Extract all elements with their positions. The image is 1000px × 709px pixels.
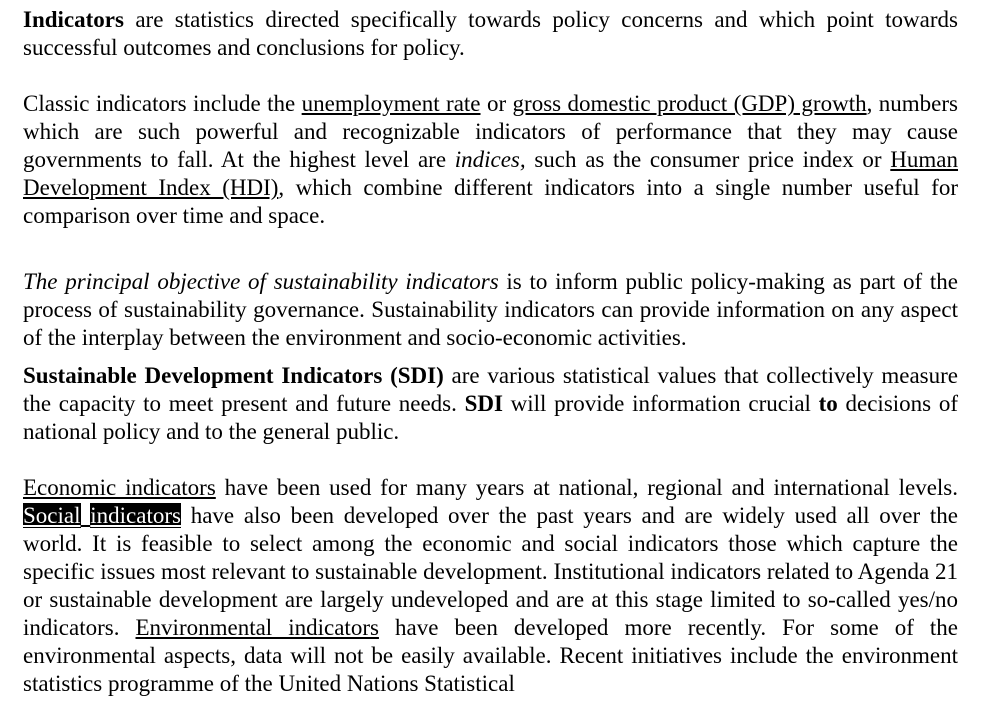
- link-gdp-growth[interactable]: gross domestic product (GDP) growth: [512, 91, 867, 116]
- term-indices: indices,: [454, 147, 526, 172]
- paragraph-sdi: [23, 362, 958, 446]
- paragraph-indicators-definition: [23, 6, 958, 62]
- paragraph-text: will provide information crucial: [502, 391, 819, 416]
- paragraph-economic-indicators: [23, 474, 958, 698]
- paragraph-text: are various statistical values that collectively measure the capacity to meet present and future needs.: [23, 363, 958, 416]
- paragraph-text: such as the consumer price index or: [525, 147, 891, 172]
- paragraph-text: have been developed more recently. For some of the environmental aspects, data will not be easily available. Recent initiatives include the environment statistics programme of the United Nations Statistical: [23, 615, 959, 696]
- paragraph-text: Classic indicators include the: [23, 91, 302, 116]
- paragraph-text: , which combine different indicators into a single number useful for comparison over time and space.: [23, 175, 958, 228]
- link-hdi[interactable]: Human Development Index (HDI): [23, 147, 959, 200]
- term-to: to: [818, 391, 838, 416]
- link-environmental-indicators[interactable]: Environmental indicators: [135, 615, 379, 640]
- paragraph-principal-objective: [23, 268, 958, 352]
- paragraph-text: is to inform public policy-making as part of the process of sustainability governance. Sustainability indicators can provide information on any aspect of the interplay between the environment and socio-economic activities.: [23, 269, 958, 350]
- paragraph-text: have also been developed over the past years and are widely used all over the world. It is feasible to select among the economic and social indicators those which capture the specific issues most relevant to sustainable development. Institutional indicators related to Agenda 21 or sustainable development are largely undeveloped and are at this stage limited to so-called yes/no indicators.: [23, 503, 958, 640]
- term-indicators: Indicators: [23, 7, 124, 32]
- selected-word-indicators[interactable]: indicators: [90, 503, 181, 528]
- term-sdi-full: Sustainable Development Indicators (SDI): [23, 363, 444, 388]
- paragraph-text: , numbers which are such powerful and recognizable indicators of performance that they may cause governments to fall. At the highest level are: [23, 91, 958, 172]
- link-economic-indicators[interactable]: Economic indicators: [23, 475, 216, 500]
- paragraph-text: decisions of national policy and to the general public.: [23, 391, 958, 444]
- selected-space: [81, 503, 91, 528]
- term-sdi: SDI: [464, 391, 503, 416]
- paragraph-text: are statistics directed specifically towards policy concerns and which point towards successful outcomes and conclusions for policy.: [23, 7, 958, 60]
- paragraph-text: or: [480, 91, 513, 116]
- link-unemployment-rate[interactable]: unemployment rate: [301, 91, 481, 116]
- paragraph-classic-indicators: [23, 90, 958, 230]
- selected-word-social[interactable]: Social: [23, 503, 81, 528]
- paragraph-text: have been used for many years at national, regional and international levels.: [215, 475, 958, 500]
- lead-principal-objective: The principal objective of sustainability indicators: [23, 269, 499, 294]
